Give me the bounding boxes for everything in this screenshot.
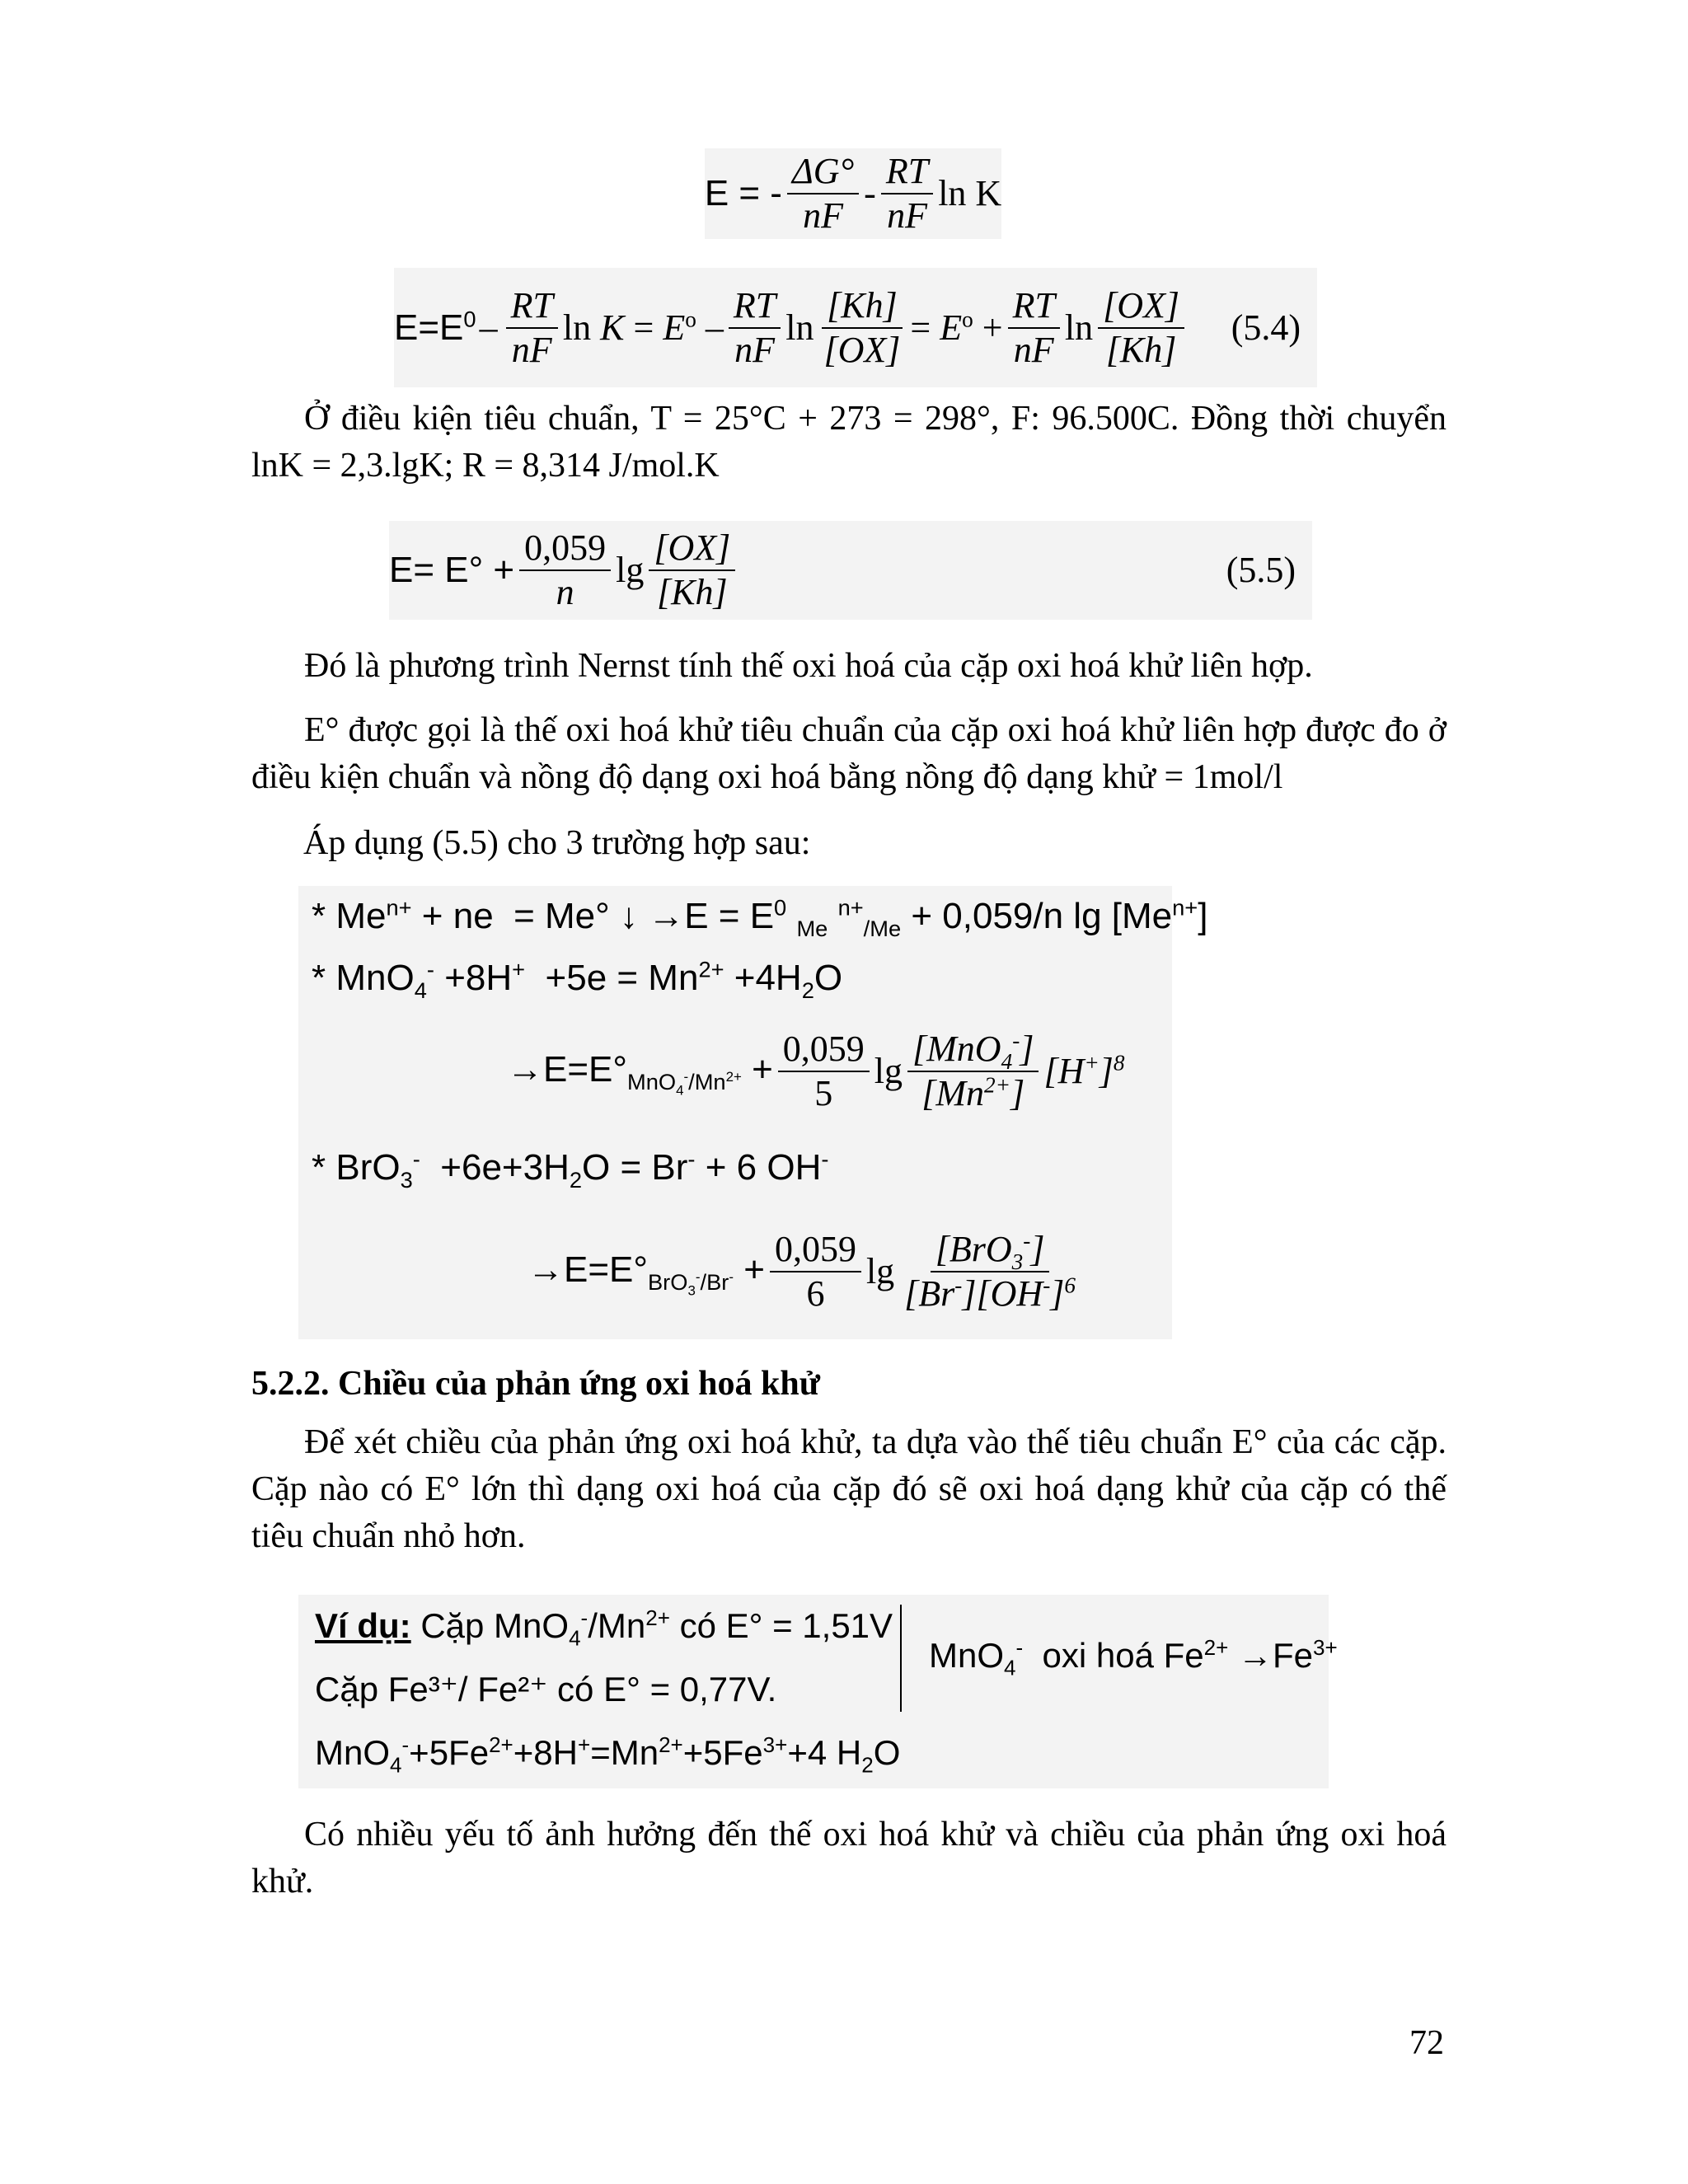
paragraph-standard-potential: E° được gọi là thế oxi hoá khử tiêu chuẩn của cặp oxi hoá khử liên hợp được đo ở điều kiện chuẩn và nồng độ dạng oxi hoá bằng nồng độ dạng khử = 1mol/l [251, 711, 1447, 797]
eq55-label: (5.5) [1226, 550, 1296, 590]
equation-5-5: E= E° + $\frac{0,059}{n}$ lg $\frac{[OX]}{[Kh]}$ (5.5) [389, 521, 1312, 620]
eq55-lhs: E= E° + [389, 550, 515, 590]
case-2-equation: $\to E=E^\circ_{MnO_4^-/Mn^{2+}}$ + $\frac{0,059}{5}$ lg $\frac{[MnO_4^-]}{[Mn^{2+}]}$ $[H^+]^8$ [507, 1028, 1125, 1113]
example-line-1: Ví dụ: Cặp $MnO_4^-/Mn^{2+}$ có E° = 1,51V [315, 1605, 893, 1651]
eq-dg-f1-den: nF [803, 195, 844, 236]
page-number: 72 [1409, 2024, 1444, 2062]
eq-dg-fraction-1 [787, 153, 859, 234]
paragraph-standard-conditions: Ở điều kiện tiêu chuẩn, T = 25°C + 273 = 298°, F: 96.500C. Đồng thời chuyển lnK = 2,3.lgK; R = 8,314 J/mol.K [251, 400, 1447, 485]
paragraph-direction: Để xét chiều của phản ứng oxi hoá khử, ta dựa vào thế tiêu chuẩn E° của các cặp. Cặp nào có E° lớn thì dạng oxi hoá của cặp đó sẽ oxi hoá dạng khử của cặp có thế tiêu chuẩn nhỏ hơn. [251, 1423, 1447, 1556]
case-2-permanganate: * $MnO_4^- +8H^+ +5e = Mn^{2+} +4H_2O$ [312, 956, 843, 1003]
case-3-bromate: * $BrO_3^- +6e+3H_2O = Br^- + 6$ OH- [312, 1146, 829, 1193]
paragraph-apply: Áp dụng (5.5) cho 3 trường hợp sau: [303, 824, 811, 862]
eq-dg-lhs: E = - [704, 173, 782, 213]
example-line-3: $MnO_4^-+5Fe^{2+}+8H^+=Mn^{2+}+5Fe^{3+}+4$ $H_2O$ [315, 1732, 901, 1778]
example-note: MnO$_4$- oxi hoá $Fe^{2+} \to Fe^{3+}$ [929, 1635, 1338, 1680]
example-line-2: Cặp Fe³⁺/ Fe²⁺ có E° = 0,77V. [315, 1670, 777, 1708]
eq-dg-minus: - [864, 173, 876, 213]
eq54-label: (5.4) [1231, 307, 1301, 348]
eq-dg-tail: ln K [938, 173, 1002, 213]
eq-dg-fraction-2 [881, 153, 933, 234]
section-heading: 5.2.2. Chiều của phản ứng oxi hoá khử [251, 1365, 820, 1403]
case-1-metal: * $Me^{n+}$ + ne = Me° ↓ $\to E = E^0$ $_{Me}$ $^{n+}_{/Me}$ + 0,059/n $\lg [Me^{n+}]$ [312, 894, 1208, 941]
eq-dg-f2-den: nF [887, 195, 927, 236]
equation-delta-g [705, 148, 1001, 239]
example-box [298, 1595, 1338, 1788]
eq-dg-f1-num: ΔG° [787, 153, 859, 194]
eq54-lhs: $E=E^0$ [394, 305, 476, 348]
example-label: Ví dụ: [315, 1606, 411, 1645]
paragraph-factors: Có nhiều yếu tố ảnh hưởng đến thế oxi hoá khử và chiều của phản ứng oxi hoá khử. [251, 1816, 1447, 1901]
equation-5-4: $E=E^0$ – $\frac{RT}{nF}$ $\ln K = E^o$ – $\frac{RT}{nF}$ ln $\frac{[Kh]}{[OX]}$ = $E^o$ + $\frac{RT}{nF}$ ln $\frac{[OX]}{[Kh]}$ (5.4) [394, 268, 1317, 387]
paragraph-nernst: Đó là phương trình Nernst tính thế oxi hoá của cặp oxi hoá khử liên hợp. [304, 647, 1313, 685]
example-divider [900, 1605, 902, 1712]
eq-dg-f2-num: RT [881, 153, 933, 194]
case-3-equation: $\to E=E^\circ_{BrO_3^-/Br^-}$ + $\frac{0,059}{6}$ lg $\frac{[BrO_3^-]}{[Br^-][OH^-]^6}$ [528, 1228, 1076, 1314]
